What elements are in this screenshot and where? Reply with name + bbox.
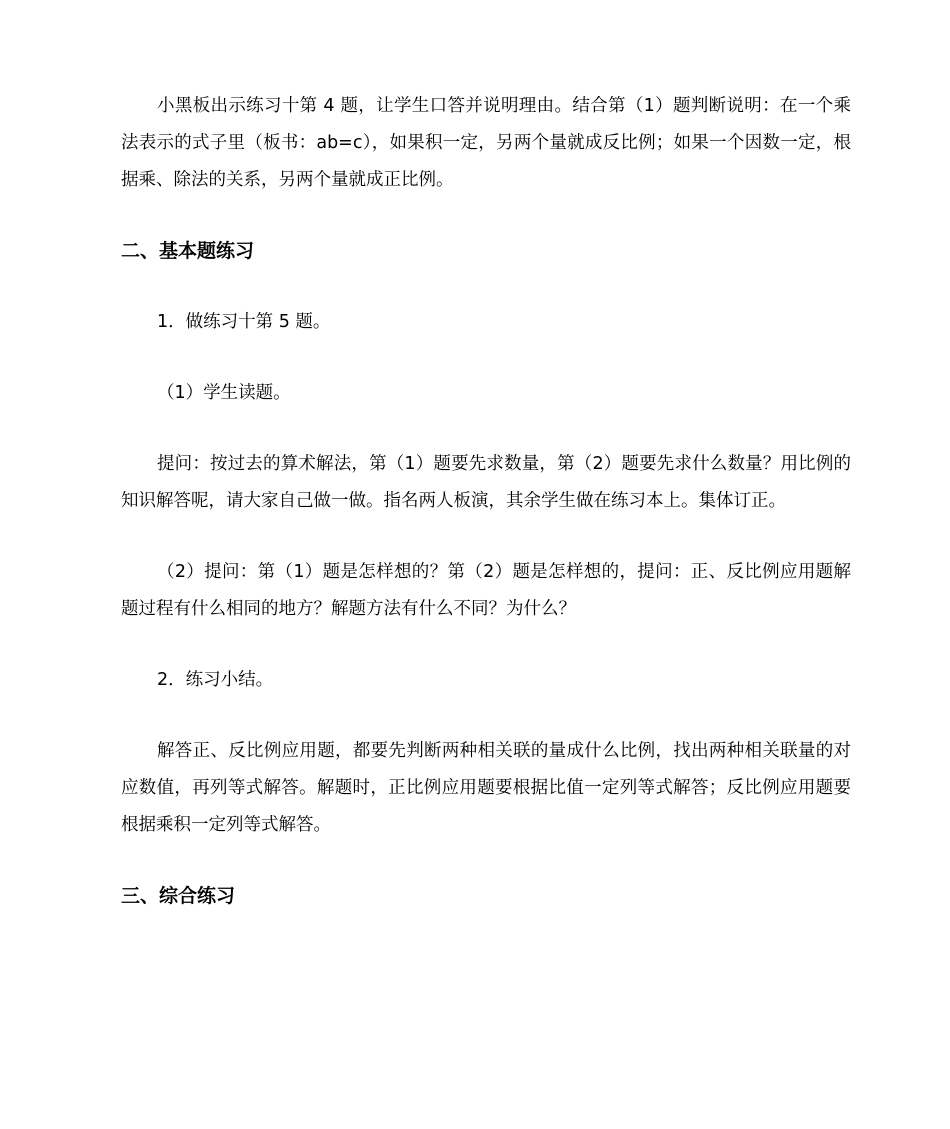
document-page	[121, 88, 851, 915]
section-heading-comprehensive-practice: 三、综合练习	[121, 885, 236, 907]
paragraph-summary: 解答正、反比例应用题，都要先判断两种相关联的量成什么比例，找出两种相关联量的对应数值，再列等式解答。解题时，正比例应用题要根据比值一定列等式解答；反比例应用题要根据乘积一定列等式解答。	[121, 741, 851, 835]
paragraph-item-1: 1．做练习十第 5 题。	[157, 312, 331, 332]
paragraph-item-2: 2．练习小结。	[157, 670, 274, 690]
paragraph-step-2: （2）提问：第（1）题是怎样想的？第（2）题是怎样想的，提问：正、反比例应用题解题过程有什么相同的地方？解题方法有什么不同？为什么？	[121, 562, 851, 619]
section-heading-basic-practice: 二、基本题练习	[121, 240, 255, 262]
paragraph-step-1: （1）学生读题。	[157, 383, 291, 403]
paragraph-question: 提问：按过去的算术解法，第（1）题要先求数量，第（2）题要先求什么数量？用比例的知识解答呢，请大家自己做一做。指名两人板演，其余学生做在练习本上。集体订正。	[121, 454, 851, 511]
paragraph-intro: 小黑板出示练习十第 4 题，让学生口答并说明理由。结合第（1）题判断说明：在一个乘法表示的式子里（板书：ab=c），如果积一定，另两个量就成反比例；如果一个因数一定，根据乘、除法的关系，另两个量就成正比例。	[121, 96, 851, 190]
